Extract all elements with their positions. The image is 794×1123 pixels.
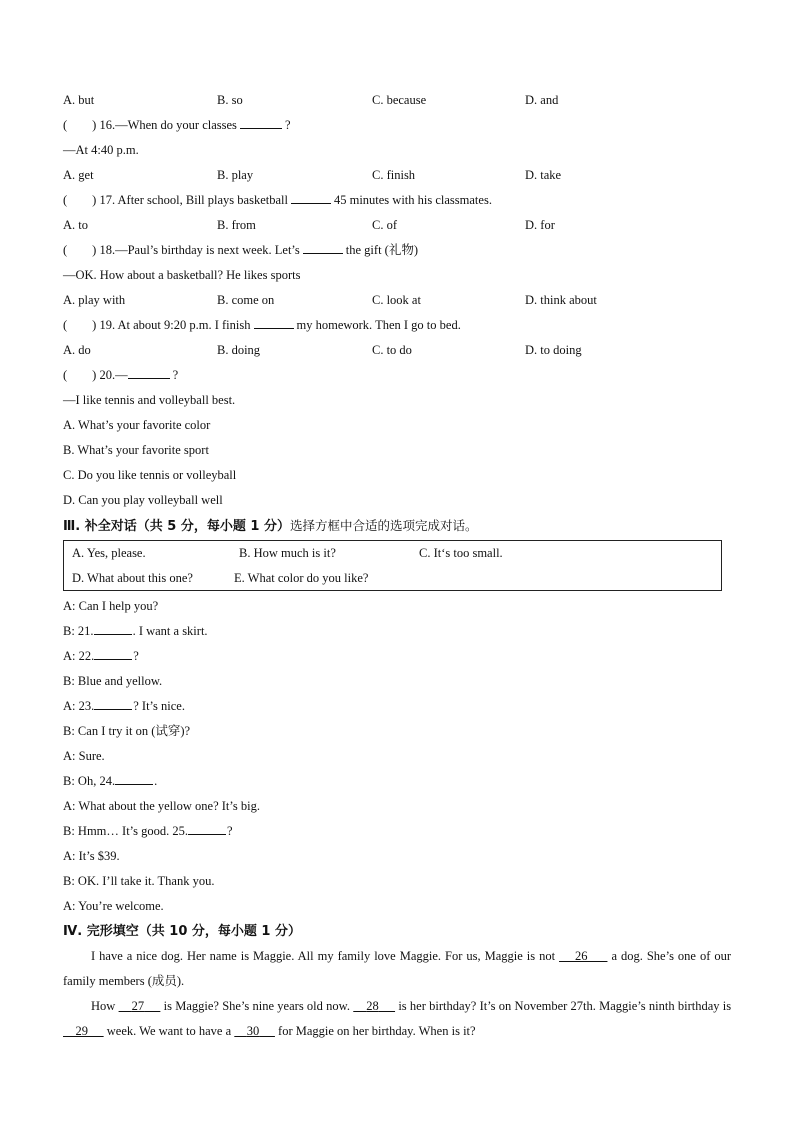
box-option-d: D. What about this one? [72,571,193,585]
dialogue-text: B: 21. [63,624,94,638]
dialogue [63,594,733,919]
cloze-text: is Maggie? She’s nine years old now. [163,999,350,1013]
answer-blank[interactable] [291,190,331,204]
q17-option-a[interactable]: A. to [63,218,88,232]
dialogue-line [63,819,733,844]
q20-option-c[interactable]: C. Do you like tennis or volleyball [63,468,237,482]
dialogue-line [63,744,733,769]
dialogue-text: . I want a skirt. [132,624,208,638]
answer-blank[interactable] [303,240,343,254]
cloze-blank-29[interactable] [63,1024,104,1038]
answer-paren[interactable]: ( ) [63,318,97,332]
question-tail: the gift (礼物) [345,243,418,257]
q19-option-d[interactable]: D. to doing [525,343,582,357]
question-tail: my homework. Then I go to bed. [296,318,461,332]
answer-paren[interactable]: ( ) [63,193,97,207]
question-tail: ? [284,118,291,132]
q15-option-a[interactable]: A. but [63,93,95,107]
dialogue-text: A: What about the yellow one? It’s big. [63,799,260,813]
answer-blank[interactable] [240,115,282,129]
dialogue-text: B: Blue and yellow. [63,674,163,688]
box-option-a: A. Yes, please. [72,546,146,560]
answer-blank-23[interactable] [94,696,132,710]
box-option-b: B. How much is it? [239,546,336,560]
q16-option-b[interactable]: B. play [217,168,254,182]
section-3-heading [63,513,733,538]
dialogue-line [63,794,733,819]
cloze-blank-30[interactable] [234,1024,275,1038]
options-box [63,540,722,591]
q17-option-d[interactable]: D. for [525,218,555,232]
cloze-blank-26[interactable] [559,949,607,963]
blank-number: 28 [366,999,379,1013]
box-option-e: E. What color do you like? [234,571,369,585]
q16-answer-line: —At 4:40 p.m. [63,143,139,157]
answer-blank[interactable] [128,365,170,379]
dialogue-line [63,769,733,794]
q20-option-a[interactable]: A. What’s your favorite color [63,418,211,432]
q20-option-b[interactable]: B. What’s your favorite sport [63,443,209,457]
q16-option-c[interactable]: C. finish [372,168,416,182]
dialogue-line [63,894,733,919]
cloze-blank-28[interactable] [353,999,395,1013]
answer-paren[interactable]: ( ) [63,368,97,382]
exam-page [63,88,733,1044]
blank-number: 27 [131,999,145,1013]
dialogue-text: A: Sure. [63,749,105,763]
dialogue-line [63,869,733,894]
dialogue-text: B: Hmm… It’s good. 25. [63,824,189,838]
dialogue-line [63,669,733,694]
dialogue-text: B: Oh, 24. [63,774,116,788]
blank-number: 30 [246,1024,260,1038]
q20-answer-line: —I like tennis and volleyball best. [63,393,236,407]
q17-option-b[interactable]: B. from [217,218,256,232]
question-tail: ? [172,368,179,382]
dialogue-line [63,594,733,619]
q19-options [63,338,733,363]
dialogue-text: A: 23. [63,699,95,713]
answer-blank-25[interactable] [188,821,226,835]
answer-blank-21[interactable] [94,621,132,635]
cloze-text: for Maggie on her birthday. When is it? [278,1024,476,1038]
dialogue-text: B: Can I try it on (试穿)? [63,724,191,738]
question-text: 20.— [99,368,128,382]
answer-blank-22[interactable] [94,646,132,660]
cloze-text: is her birthday? It’s on November 27th. Maggie’s ninth birthday is [398,999,732,1013]
answer-paren[interactable]: ( ) [63,243,97,257]
q19-option-c[interactable]: C. to do [372,343,412,357]
q18-option-b[interactable]: B. come on [217,293,275,307]
dialogue-text: ? [133,649,139,663]
q16-stem [63,113,733,138]
blank-number: 29 [75,1024,88,1038]
cloze-text: week. We want to have a [106,1024,232,1038]
dialogue-text: ? [227,824,233,838]
q17-option-c[interactable]: C. of [372,218,397,232]
dialogue-line [63,844,733,869]
section-3-title: Ⅲ. 补全对话（共 5 分，每小题 1 分） [63,519,290,534]
cloze-paragraph-2 [63,994,731,1044]
q20-option-d[interactable]: D. Can you play volleyball well [63,493,223,507]
question-text: 17. After school, Bill plays basketball [99,193,288,207]
q16-option-a[interactable]: A. get [63,168,94,182]
section-3-instruction: 选择方框中合适的选项完成对话。 [289,518,478,533]
dialogue-line [63,619,733,644]
cloze-paragraph-1 [63,944,731,994]
q16-option-d[interactable]: D. take [525,168,562,182]
q15-options [63,88,733,113]
q17-options [63,213,733,238]
q16-options [63,163,733,188]
dialogue-text: ? It’s nice. [133,699,185,713]
dialogue-text: A: 22. [63,649,95,663]
answer-blank[interactable] [254,315,294,329]
q15-option-d[interactable]: D. and [525,93,559,107]
q15-option-b[interactable]: B. so [217,93,243,107]
q19-stem [63,313,733,338]
answer-blank-24[interactable] [115,771,153,785]
cloze-text: I have a nice dog. Her name is Maggie. All my family love Maggie. For us, Maggie is not [91,949,556,963]
question-text: 18.—Paul’s birthday is next week. Let’s [99,243,300,257]
q15-option-c[interactable]: C. because [372,93,427,107]
q18-option-d[interactable]: D. think about [525,293,597,307]
answer-paren[interactable]: ( ) [63,118,97,132]
q18-answer-line: —OK. How about a basketball? He likes sports [63,268,301,282]
q18-option-c[interactable]: C. look at [372,293,421,307]
section-4-heading: Ⅳ. 完形填空（共 10 分，每小题 1 分） [63,924,301,939]
cloze-text: a dog. She’s one of our family members (成员). [63,949,732,988]
q18-options [63,288,733,313]
dialogue-text: A: Can I help you? [63,599,159,613]
blank-number: 26 [575,949,588,963]
q18-stem [63,238,733,263]
q20-stem [63,363,733,388]
dialogue-text: A: You’re welcome. [63,899,164,913]
box-option-c: C. It‘s too small. [419,546,503,560]
q18-option-a[interactable]: A. play with [63,293,126,307]
dialogue-line [63,719,733,744]
q19-option-a[interactable]: A. do [63,343,91,357]
dialogue-text: . [154,774,158,788]
question-text: 16.—When do your classes [99,118,237,132]
cloze-blank-27[interactable] [119,999,161,1013]
dialogue-line [63,694,733,719]
cloze-text: How [91,999,116,1013]
q19-option-b[interactable]: B. doing [217,343,261,357]
question-tail: 45 minutes with his classmates. [333,193,492,207]
dialogue-text: B: OK. I’ll take it. Thank you. [63,874,215,888]
dialogue-line [63,644,733,669]
dialogue-text: A: It’s $39. [63,849,120,863]
question-text: 19. At about 9:20 p.m. I finish [99,318,251,332]
q17-stem [63,188,733,213]
